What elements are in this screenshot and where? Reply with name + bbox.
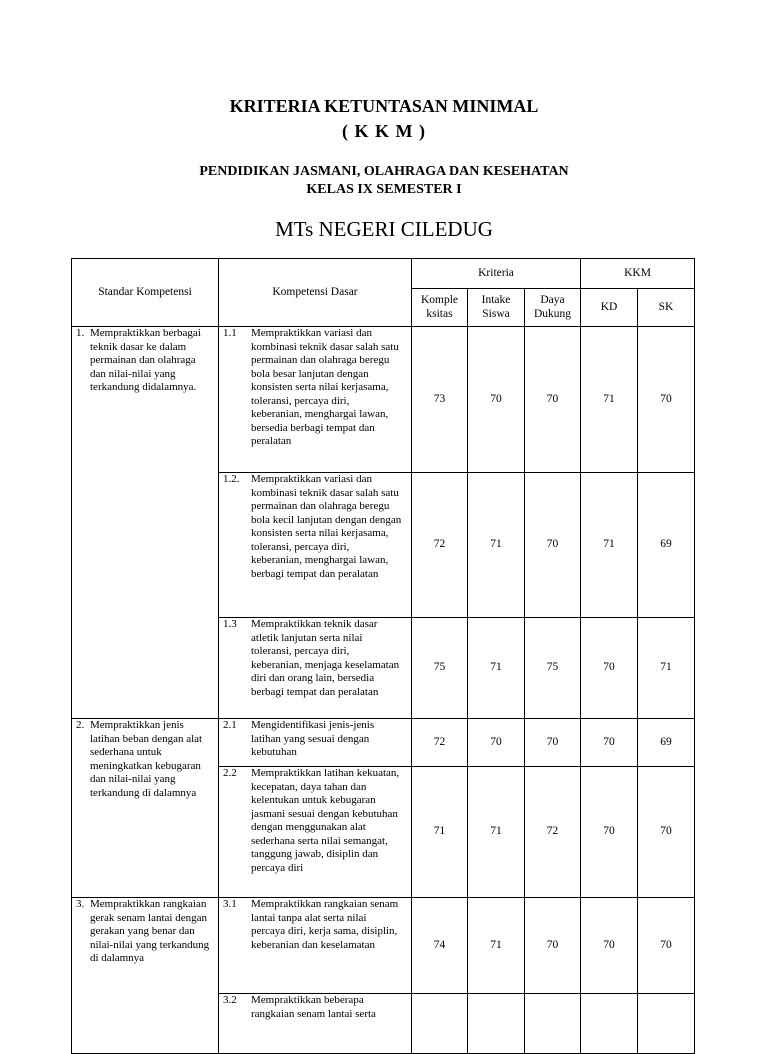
intake-value: 71 bbox=[468, 898, 525, 994]
kompleksitas-value: 74 bbox=[412, 898, 468, 994]
kd-text: Mempraktikkan rangkaian senam lantai tanpa alat serta nilai percaya diri, kerja sama, disiplin, keberanian dan keselamatan bbox=[251, 898, 399, 951]
intake-value: 70 bbox=[468, 327, 525, 473]
kkm-sk-value: 69 bbox=[638, 473, 695, 618]
kkm-kd-value: 70 bbox=[581, 767, 638, 898]
kompleksitas-value: 73 bbox=[412, 327, 468, 473]
kkm-kd-value: 70 bbox=[581, 719, 638, 767]
standar-kompetensi-cell bbox=[72, 327, 219, 719]
kd-number: 2.2 bbox=[223, 767, 237, 779]
header-kkm: KKM bbox=[581, 259, 695, 289]
intake-value: 70 bbox=[468, 719, 525, 767]
header-intake-siswa: Intake Siswa bbox=[468, 289, 525, 327]
kompetensi-dasar-cell bbox=[219, 719, 412, 767]
kkm-kd-value: 70 bbox=[581, 898, 638, 994]
kd-text: Mempraktikkan latihan kekuatan, kecepatan, daya tahan dan kelentukan untuk kebugaran jasmani sesuai dengan kebutuhan dengan menggunakan alat sederhana serta nilai semangat, tanggung jawab, disiplin dan percaya diri bbox=[251, 767, 400, 874]
kompetensi-dasar-cell bbox=[219, 618, 412, 719]
sk-text: Mempraktikkan jenis latihan beban dengan alat sederhana untuk meningkatkan kebugaran dan nilai-nilai yang terkandung di dalamnya bbox=[90, 719, 203, 799]
kompleksitas-value: 72 bbox=[412, 719, 468, 767]
kompetensi-dasar-cell bbox=[219, 473, 412, 618]
document-title: KRITERIA KETUNTASAN MINIMAL bbox=[229, 96, 539, 116]
kkm-sk-value: 69 bbox=[638, 719, 695, 767]
sk-text: Mempraktikkan berbagai teknik dasar ke dalam permainan dan olahraga dan nilai-nilai yang terkandung didalamnya. bbox=[90, 327, 201, 393]
kkm-sk-value: 70 bbox=[638, 767, 695, 898]
kd-text: Mengidentifikasi jenis-jenis latihan yang sesuai dengan kebutuhan bbox=[251, 719, 375, 758]
kd-number: 2.1 bbox=[223, 719, 237, 731]
kd-number: 3.2 bbox=[223, 994, 237, 1006]
kkm-kd-value: 70 bbox=[581, 618, 638, 719]
kd-number: 1.3 bbox=[223, 618, 237, 630]
daya-dukung-value: 70 bbox=[525, 719, 581, 767]
kompleksitas-value: 75 bbox=[412, 618, 468, 719]
header-kriteria: Kriteria bbox=[412, 259, 581, 289]
kd-text: Mempraktikkan teknik dasar atletik lanjutan serta nilai toleransi, percaya diri, keberanian, menjaga keselamatan diri dan orang lain, bersedia berbagi tempat dan peralatan bbox=[251, 618, 400, 698]
kkm-table bbox=[71, 258, 695, 1054]
daya-dukung-value: 72 bbox=[525, 767, 581, 898]
intake-value: 71 bbox=[468, 618, 525, 719]
header-daya-dukung: Daya Dukung bbox=[525, 289, 581, 327]
standar-kompetensi-cell bbox=[72, 898, 219, 1054]
table-row bbox=[72, 327, 695, 473]
header-kompetensi-dasar: Kompetensi Dasar bbox=[219, 259, 412, 327]
kd-text: Mempraktikkan variasi dan kombinasi teknik dasar salah satu permainan dan olahraga beregu bola besar lanjutan dengan konsisten serta nilai kerjasama, toleransi, percaya diri, keberanian, menghargai lawan, bersedia berbagi tempat dan peralatan bbox=[251, 327, 399, 447]
sk-number: 3. bbox=[76, 898, 85, 910]
kkm-sk-value: 71 bbox=[638, 618, 695, 719]
daya-dukung-value: 70 bbox=[525, 327, 581, 473]
kompleksitas-value: 71 bbox=[412, 767, 468, 898]
kompleksitas-value: 72 bbox=[412, 473, 468, 618]
kkm-kd-value: 71 bbox=[581, 473, 638, 618]
kkm-sk-value: 70 bbox=[638, 898, 695, 994]
standar-kompetensi-cell bbox=[72, 719, 219, 898]
table-row bbox=[72, 898, 695, 994]
header-kd: KD bbox=[581, 289, 638, 327]
header-sk: SK bbox=[638, 289, 695, 327]
document-subtitle: ( K K M ) bbox=[342, 121, 426, 141]
table-row bbox=[72, 719, 695, 767]
kkm-kd-value: 71 bbox=[581, 327, 638, 473]
kkm-sk-value: 70 bbox=[638, 327, 695, 473]
sk-number: 2. bbox=[76, 719, 85, 731]
kompetensi-dasar-cell bbox=[219, 898, 412, 994]
daya-dukung-value: 75 bbox=[525, 618, 581, 719]
kd-text: Mempraktikkan beberapa rangkaian senam lantai serta bbox=[251, 994, 376, 1020]
sk-text: Mempraktikkan rangkaian gerak senam lantai dengan gerakan yang benar dan nilai-nilai yang terkandung di dalamnya bbox=[90, 898, 210, 964]
intake-value: 71 bbox=[468, 473, 525, 618]
kd-number: 1.2. bbox=[223, 473, 240, 485]
kd-number: 1.1 bbox=[223, 327, 237, 339]
daya-dukung-value: 70 bbox=[525, 473, 581, 618]
sk-number: 1. bbox=[76, 327, 85, 339]
school-name: MTs NEGERI CILEDUG bbox=[275, 217, 493, 241]
kompetensi-dasar-cell bbox=[219, 327, 412, 473]
header-standar-kompetensi: Standar Kompetensi bbox=[72, 259, 219, 327]
class-heading: KELAS IX SEMESTER I bbox=[306, 182, 462, 197]
kd-number: 3.1 bbox=[223, 898, 237, 910]
subject-heading: PENDIDIKAN JASMANI, OLAHRAGA DAN KESEHATAN bbox=[199, 164, 569, 179]
daya-dukung-value: 70 bbox=[525, 898, 581, 994]
intake-value: 71 bbox=[468, 767, 525, 898]
kompetensi-dasar-cell bbox=[219, 767, 412, 898]
kd-text: Mempraktikkan variasi dan kombinasi teknik dasar salah satu permainan dan olahraga beregu bola kecil lanjutan dengan dengan konsisten serta nilai kerjasama, toleransi, percaya diri, keberanian, menghargai lawan, berbagi tempat dan peralatan bbox=[251, 473, 402, 580]
header-kompleksitas: Komple ksitas bbox=[412, 289, 468, 327]
